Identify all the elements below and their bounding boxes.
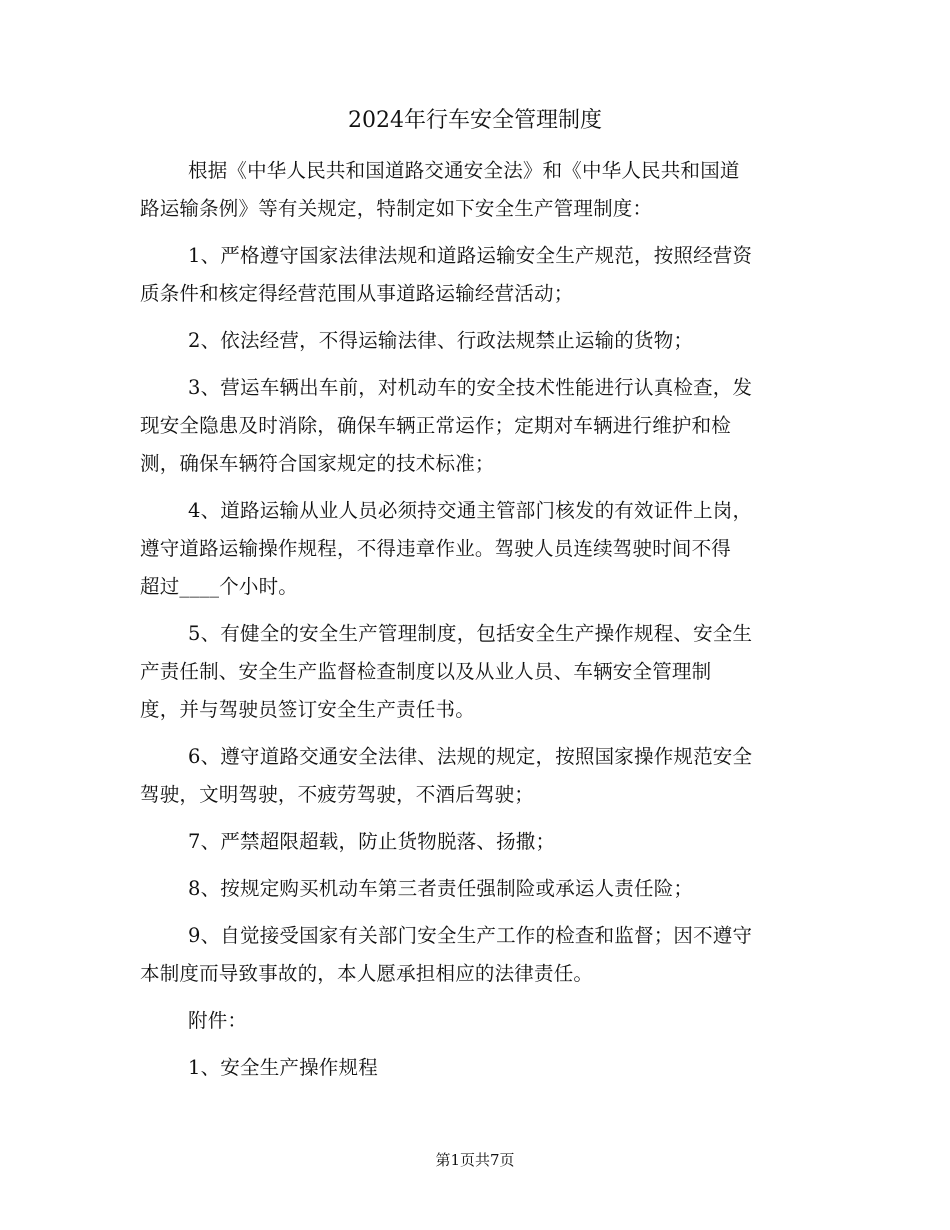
- paragraph: [140, 1002, 820, 1040]
- paragraph-line: 4、道路运输从业人员必须持交通主管部门核发的有效证件上岗，: [188, 499, 753, 522]
- paragraph-line: 现安全隐患及时消除，确保车辆正常运作；定期对车辆进行维护和检: [140, 414, 732, 437]
- paragraph: [140, 870, 820, 908]
- paragraph-line: 质条件和核定得经营范围从事道路运输经营活动；: [140, 282, 574, 305]
- paragraph-line: 3、营运车辆出车前，对机动车的安全技术性能进行认真检查，发: [188, 376, 753, 399]
- paragraph-line: 7、严禁超限超载，防止货物脱落、扬撒；: [188, 830, 556, 853]
- paragraph: [140, 615, 820, 729]
- paragraph-line: 度，并与驾驶员签订安全生产责任书。: [140, 698, 475, 721]
- paragraph-line: 驾驶，文明驾驶，不疲劳驾驶，不酒后驾驶；: [140, 783, 535, 806]
- paragraph-line: 产责任制、安全生产监督检查制度以及从业人员、车辆安全管理制: [140, 660, 712, 683]
- paragraph-line: 超过____个小时。: [140, 575, 299, 598]
- paragraph: [140, 738, 820, 814]
- paragraph-line: 5、有健全的安全生产管理制度，包括安全生产操作规程、安全生: [188, 622, 753, 645]
- paragraph-line: 6、遵守道路交通安全法律、法规的规定，按照国家操作规范安全: [188, 745, 753, 768]
- paragraph-line: 遵守道路运输操作规程，不得违章作业。驾驶人员连续驾驶时间不得: [140, 537, 732, 560]
- paragraph-line: 测，确保车辆符合国家规定的技术标准；: [140, 452, 495, 475]
- paragraph-line: 路运输条例》等有关规定，特制定如下安全生产管理制度：: [140, 197, 653, 220]
- page-number-footer: 第1页共7页: [435, 1151, 515, 1169]
- paragraph-line: 1、严格遵守国家法律法规和道路运输安全生产规范，按照经营资: [188, 244, 753, 267]
- paragraph: [140, 237, 820, 313]
- paragraph: [140, 322, 820, 360]
- document-title: 2024年行车安全管理制度: [348, 108, 602, 133]
- paragraph: [140, 492, 820, 606]
- paragraph: [140, 152, 820, 228]
- paragraph-line: 9、自觉接受国家有关部门安全生产工作的检查和监督；因不遵守: [188, 924, 753, 947]
- paragraph-line: 1、安全生产操作规程: [188, 1056, 378, 1079]
- paragraph: [140, 1049, 820, 1087]
- paragraph: [140, 823, 820, 861]
- paragraph: [140, 917, 820, 993]
- paragraph-line: 附件：: [188, 1009, 248, 1032]
- paragraph-line: 8、按规定购买机动车第三者责任强制险或承运人责任险；: [188, 877, 694, 900]
- document-body: [140, 152, 820, 1096]
- paragraph-line: 2、依法经营，不得运输法律、行政法规禁止运输的货物；: [188, 329, 694, 352]
- paragraph-line: 本制度而导致事故的，本人愿承担相应的法律责任。: [140, 962, 594, 985]
- paragraph-line: 根据《中华人民共和国道路交通安全法》和《中华人民共和国道: [188, 159, 740, 182]
- paragraph: [140, 369, 820, 483]
